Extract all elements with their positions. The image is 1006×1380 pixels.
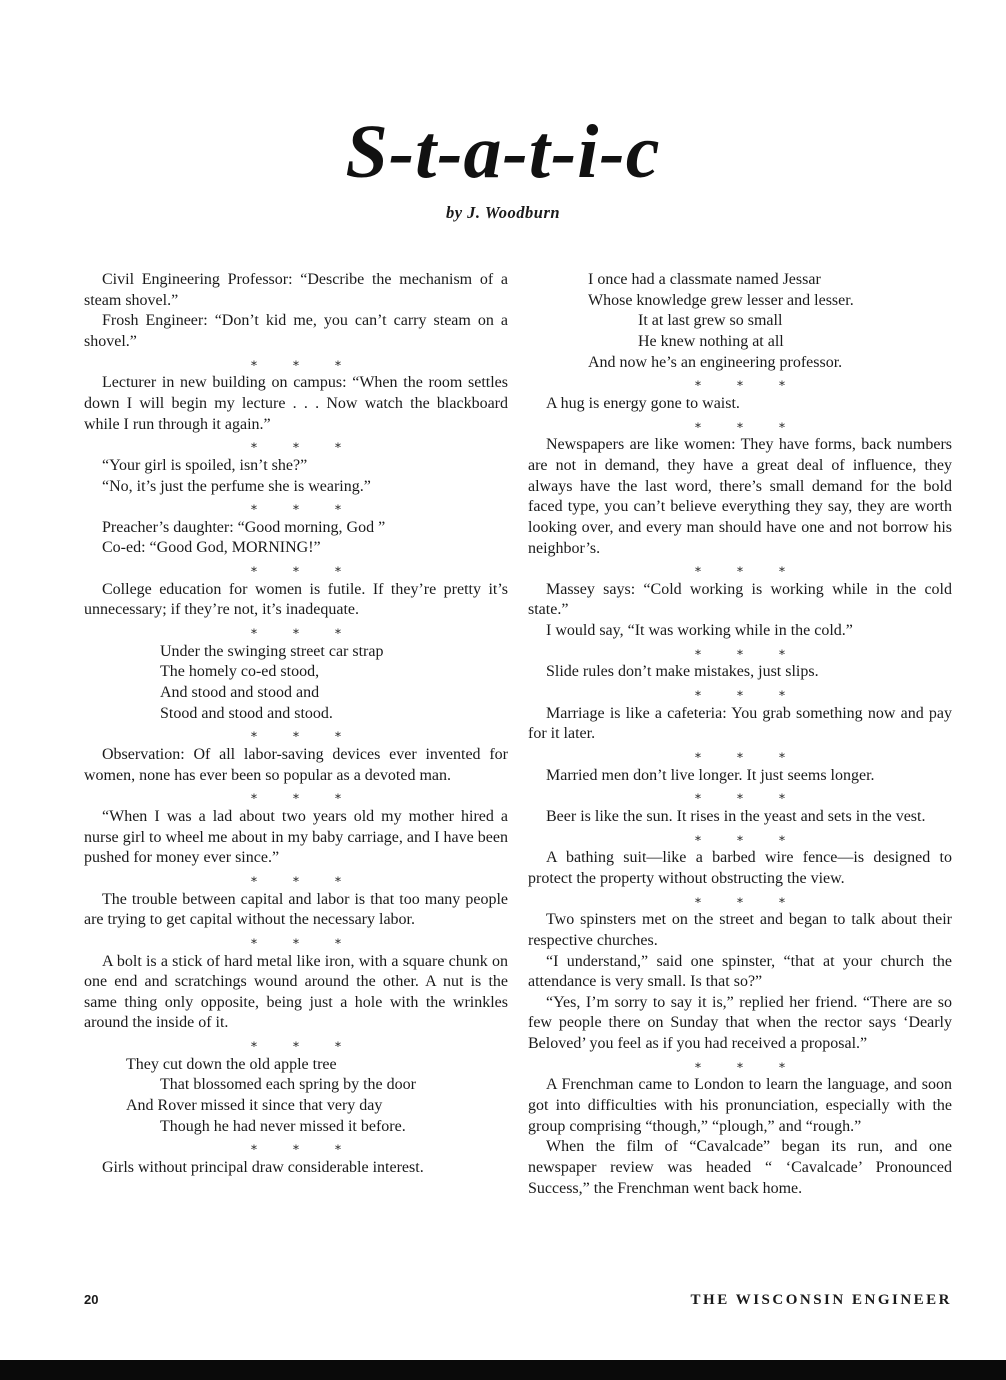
asterisk-separator: ∗ ∗ ∗	[249, 624, 343, 639]
paragraph: A bolt is a stick of hard metal like iron, with a square chunk on one end and scratchings wound around the other. A nut is the same thing only opposite, being just a hole with the wrinkles around the inside of it.	[84, 952, 508, 1032]
paragraph: Observation: Of all labor-saving devices ever invented for women, none has ever been so popular as a devoted man.	[84, 746, 508, 784]
page-number: 20	[84, 1292, 99, 1307]
asterisk-separator: ∗ ∗ ∗	[249, 1140, 343, 1155]
asterisk-separator: ∗ ∗ ∗	[249, 933, 343, 948]
verse	[528, 270, 952, 373]
asterisk-separator: ∗ ∗ ∗	[249, 355, 343, 370]
publication-name: THE WISCONSIN ENGINEER	[690, 1292, 952, 1308]
paragraph: Marriage is like a cafeteria: You grab something now and pay for it later.	[528, 704, 952, 743]
asterisk-separator: ∗ ∗ ∗	[693, 417, 787, 432]
asterisk-separator: ∗ ∗ ∗	[249, 1037, 343, 1052]
verse-line: Stood and stood and stood.	[160, 704, 333, 722]
asterisk-separator: ∗ ∗ ∗	[693, 892, 787, 907]
paragraph: Co-ed: “Good God, MORNING!”	[102, 539, 321, 557]
verse-line: They cut down the old apple tree	[126, 1055, 337, 1073]
verse-line: Though he had never missed it before.	[160, 1117, 406, 1135]
paragraph: A bathing suit—like a barbed wire fence—is designed to protect the property without obstructing the view.	[528, 849, 952, 887]
paragraph: “Yes, I’m sorry to say it is,” replied her friend. “There are so few people there on Sunday that when the rector says ‘Dearly Beloved’ you feel as if you had received a proposal.”	[528, 993, 952, 1053]
verse-line: And Rover missed it since that very day	[126, 1097, 383, 1115]
paragraph: Married men don’t live longer. It just seems longer.	[546, 766, 875, 784]
verse-line: That blossomed each spring by the door	[160, 1076, 416, 1094]
paragraph: “No, it’s just the perfume she is wearing.”	[102, 477, 371, 495]
verse-line: It at last grew so small	[638, 312, 783, 330]
paragraph: Slide rules don’t make mistakes, just slips.	[546, 663, 819, 681]
paragraph: “Your girl is spoiled, isn’t she?”	[102, 456, 308, 474]
paragraph: The trouble between capital and labor is that too many people are trying to get capital without the necessary labor.	[84, 890, 508, 929]
verse-line: And now he’s an engineering professor.	[588, 353, 843, 371]
paragraph: Civil Engineering Professor: “Describe the mechanism of a steam shovel.”	[84, 271, 508, 309]
paragraph: Newspapers are like women: They have forms, back numbers are not in demand, they have a great deal of influence, they always have the last word, there’s small demand for the bold faced type, you can’t believe everything they say, they are worth looking over, and every man should have one and not borrow his neighbor’s.	[528, 436, 952, 557]
paragraph: When the film of “Cavalcade” began its run, and one newspaper review was headed “ ‘Cavalcade’ Pronounced Success,” the Frenchman went back home.	[528, 1138, 952, 1197]
paragraph: “When I was a lad about two years old my mother hired a nurse girl to wheel me about in my baby carriage, and I have been pushed for money ever since.”	[84, 807, 508, 867]
paragraph: Preacher’s daughter: “Good morning, God ”	[102, 518, 386, 536]
verse-line: Under the swinging street car strap	[160, 642, 384, 660]
paragraph: “I understand,” said one spinster, “that at your church the attendance is very small. Is that so?”	[528, 952, 952, 991]
verse-line: He knew nothing at all	[638, 332, 784, 350]
paragraph: Frosh Engineer: “Don’t kid me, you can’t carry steam on a shovel.”	[84, 312, 508, 350]
asterisk-separator: ∗ ∗ ∗	[249, 500, 343, 515]
asterisk-separator: ∗ ∗ ∗	[249, 438, 343, 453]
asterisk-separator: ∗ ∗ ∗	[693, 562, 787, 577]
asterisk-separator: ∗ ∗ ∗	[249, 789, 343, 804]
asterisk-separator: ∗ ∗ ∗	[249, 871, 343, 886]
verse	[84, 1055, 508, 1138]
verse-line: The homely co-ed stood,	[160, 663, 320, 681]
byline: by J. Woodburn	[445, 203, 561, 222]
paragraph: Two spinsters met on the street and began to talk about their respective churches.	[528, 911, 952, 949]
asterisk-separator: ∗ ∗ ∗	[693, 748, 787, 763]
paragraph: I would say, “It was working while in the cold.”	[546, 622, 853, 640]
paragraph: A hug is energy gone to waist.	[546, 394, 740, 412]
asterisk-separator: ∗ ∗ ∗	[693, 644, 787, 659]
left-column	[84, 270, 508, 1179]
asterisk-separator: ∗ ∗ ∗	[249, 727, 343, 742]
asterisk-separator: ∗ ∗ ∗	[693, 1057, 787, 1072]
asterisk-separator: ∗ ∗ ∗	[693, 376, 787, 391]
paragraph: Massey says: “Cold working is working while in the cold state.”	[528, 580, 952, 619]
paragraph: Lecturer in new building on campus: “When the room settles down I will begin my lecture . . . Now watch the blackboard while I run through it again.”	[84, 374, 508, 433]
paragraph: A Frenchman came to London to learn the language, and soon got into difficulties with his pronunciation, especially with the group comprising “though,” “plough,” and “rough.”	[528, 1076, 952, 1135]
paragraph: Girls without principal draw considerable interest.	[102, 1159, 424, 1177]
paragraph: College education for women is futile. If they’re pretty it’s unnecessary; if they’re not, it’s inadequate.	[84, 580, 508, 619]
verse	[84, 642, 508, 725]
verse-line: I once had a classmate named Jessar	[588, 271, 821, 288]
page-title: S-t-a-t-i-c	[345, 110, 661, 194]
scan-edge-bar	[0, 1360, 1006, 1380]
asterisk-separator: ∗ ∗ ∗	[693, 789, 787, 804]
verse-line: And stood and stood and	[160, 684, 320, 702]
verse-line: Whose knowledge grew lesser and lesser.	[588, 291, 854, 309]
right-column	[528, 270, 952, 1199]
asterisk-separator: ∗ ∗ ∗	[693, 686, 787, 701]
asterisk-separator: ∗ ∗ ∗	[693, 830, 787, 845]
asterisk-separator: ∗ ∗ ∗	[249, 562, 343, 577]
paragraph: Beer is like the sun. It rises in the yeast and sets in the vest.	[546, 807, 926, 825]
